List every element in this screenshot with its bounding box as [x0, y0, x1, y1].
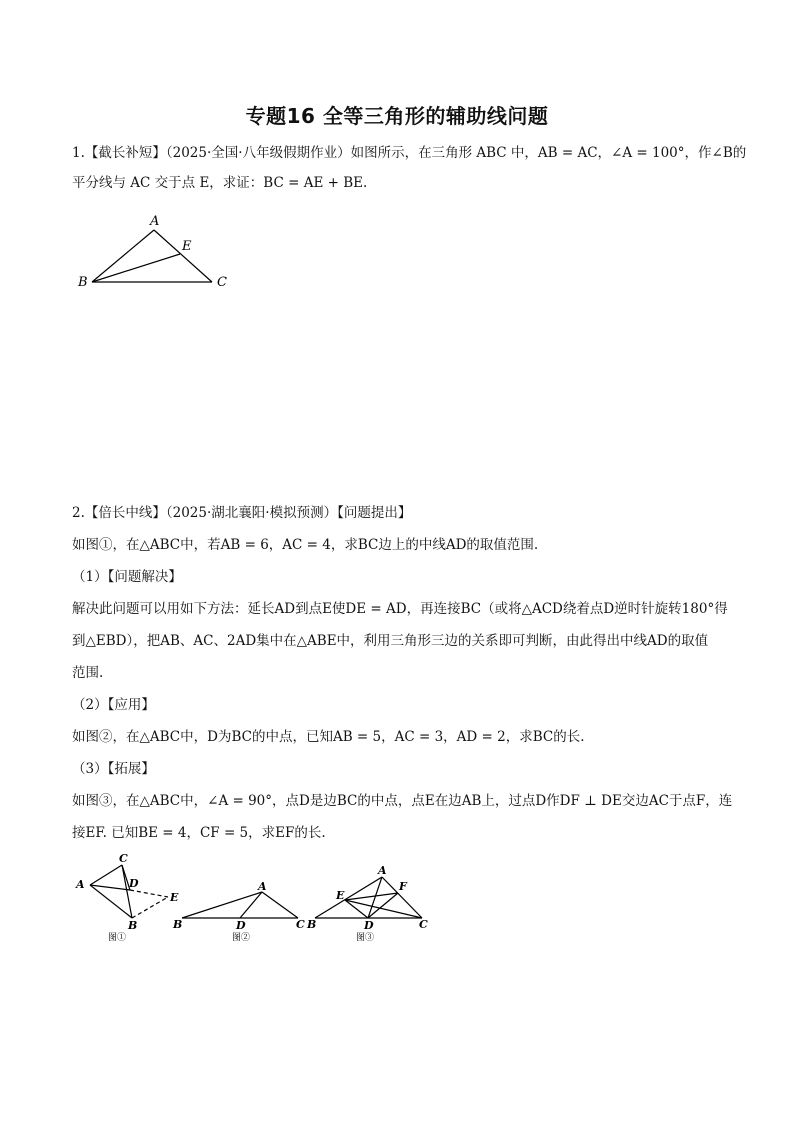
fig2-label-B: B	[173, 918, 183, 931]
q2-figures	[70, 850, 440, 950]
segment-AC	[154, 230, 212, 282]
segment-AB	[92, 230, 154, 282]
fig3-label-C: C	[419, 918, 428, 931]
figure-2	[182, 892, 298, 918]
q2-part3-line-2: 接EF. 已知BE = 4，CF = 5，求EF的长.	[72, 825, 326, 841]
label-A: A	[150, 214, 160, 229]
fig3-label-D: D	[364, 919, 374, 932]
q1-line-1: 1.【截长补短】（2025·全国·八年级假期作业）如图所示，在三角形 ABC 中，AB = AC，∠A = 100°，作∠B的	[72, 145, 747, 161]
fig1-label-C: C	[119, 852, 128, 865]
fig1-label-D: D	[129, 877, 139, 890]
fig3-label-F: F	[399, 880, 407, 893]
q2-part1-line-3: 范围.	[72, 665, 104, 681]
fig1-DE	[130, 890, 168, 897]
q2-part2-title: （2）【应用】	[72, 697, 155, 713]
label-C: C	[217, 275, 227, 290]
q2-part3-title: （3）【拓展】	[72, 761, 155, 777]
fig2-AB	[182, 892, 262, 918]
q2-header: 2.【倍长中线】（2025·湖北襄阳·模拟预测）【问题提出】	[72, 505, 412, 521]
fig3-AB	[315, 877, 382, 918]
figure-1	[90, 865, 168, 918]
fig2-label-D: D	[236, 919, 246, 932]
fig2-caption: 图②	[232, 933, 251, 943]
fig3-label-E: E	[336, 889, 345, 902]
fig1-AC	[90, 865, 122, 885]
page-title: 专题16 全等三角形的辅助线问题	[245, 104, 549, 128]
q2-intro: 如图①，在△ABC中，若AB = 6，AC = 4，求BC边上的中线AD的取值范围.	[72, 537, 539, 553]
fig2-AC	[262, 892, 298, 918]
label-B: B	[78, 275, 88, 290]
segment-BE	[92, 254, 180, 282]
q2-part1-line-1: 解决此问题可以用如下方法：延长AD到点E使DE = AD，再连接BC（或将△ACD绕着点D逆时针旋转180°得	[72, 601, 728, 617]
fig1-label-B: B	[128, 919, 138, 932]
fig2-label-A: A	[258, 880, 267, 893]
q1-figure	[72, 210, 242, 300]
fig1-CB	[122, 865, 132, 918]
fig3-label-A: A	[378, 864, 387, 877]
q2-part3-line-1: 如图③，在△ABC中，∠A = 90°，点D是边BC的中点，点E在边AB上，过点D作DF ⊥ DE交边AC于点F，连	[72, 793, 733, 809]
fig1-caption: 图①	[108, 933, 127, 943]
fig3-caption: 图③	[356, 933, 375, 943]
fig1-BE	[132, 897, 168, 918]
q1-line-2: 平分线与 AC 交于点 E，求证：BC = AE + BE.	[72, 175, 368, 191]
q2-part1-line-2: 到△EBD），把AB、AC、2AD集中在△ABE中，利用三角形三边的关系即可判断，由此得出中线AD的取值	[72, 633, 709, 649]
label-E: E	[182, 239, 192, 254]
fig3-label-B: B	[307, 918, 317, 931]
q2-part1-title: （1）【问题解决】	[72, 569, 182, 585]
fig2-label-C: C	[296, 918, 305, 931]
fig1-label-E: E	[170, 891, 179, 904]
fig1-label-A: A	[76, 878, 85, 891]
q2-part2-text: 如图②，在△ABC中，D为BC的中点，已知AB = 5，AC = 3，AD = 2，求BC的长.	[72, 729, 585, 745]
